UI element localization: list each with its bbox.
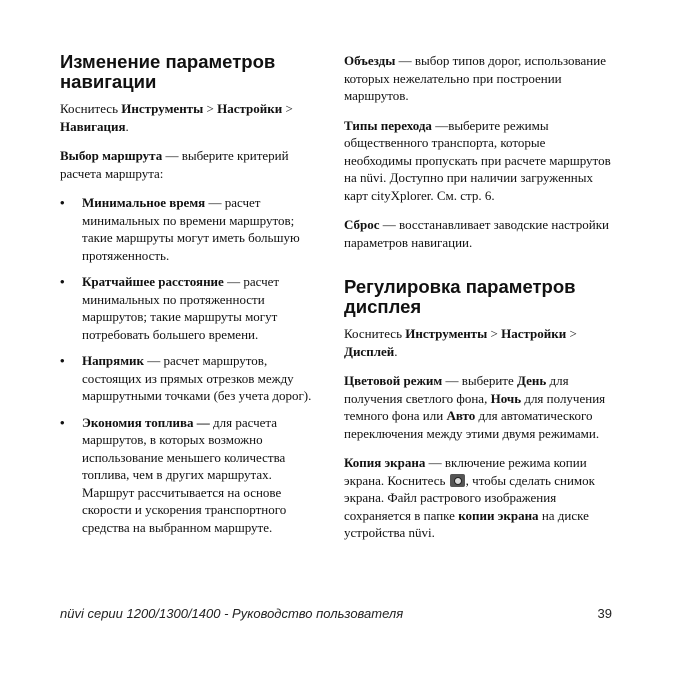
screenshot-paragraph: Копия экрана — включение режима копии экрана. Коснитесь , чтобы сделать снимок экрана. Файл растрового изображения сохраняется в папке копии экрана на диске устройства nüvi. [344,455,595,540]
route-options-list [60,194,322,536]
section-heading-navigation: Изменение параметров навигации [60,51,276,92]
page-footer [60,606,612,621]
camera-icon [450,474,465,487]
navigation-path: Коснитесь Инструменты > Настройки > Навигация. [60,101,293,134]
reset-paragraph: Сброс — восстанавливает заводские настройки параметров навигации. [344,217,609,250]
bullet-mark: • [60,274,65,289]
list-item: • Кратчайшее расстояние — расчет минимальных по протяженности маршрутов; такие маршруты могут потребовать большего времени. [60,274,280,342]
right-column [344,52,612,554]
display-path: Коснитесь Инструменты > Настройки > Дисплей. [344,326,577,359]
page-number: 39 [597,606,612,621]
list-item: • Напрямик — расчет маршрутов, состоящих из прямых отрезков между маршрутными точками (без учета дорог). [60,353,312,403]
left-column [60,52,322,545]
detours-paragraph: Объезды — выбор типов дорог, использование которых нежелательно при построении маршрутов. [344,53,606,103]
manual-title: nüvi серии 1200/1300/1400 - Руководство пользователя [60,606,404,621]
bullet-mark: • [60,353,65,368]
list-item: • Экономия топлива — для расчета маршрутов, в которых возможно использование меньшего количества топлива, чем в других маршрутах. Маршрут рассчитывается на основе скорости и ускорения транспортного средства на выбранном маршруте. [60,414,287,535]
transit-types-paragraph: Типы перехода —выберите режимы общественного транспорта, которые необходимы пропускать при расчете маршрутов на nüvi. Доступно при наличии загруженных карт cityXplorer. См. стр. 6. [344,117,611,203]
list-item: • Минимальное время — расчет минимальных по времени маршрутов; такие маршруты могут иметь большую протяженность. [60,195,300,263]
route-selection-paragraph: Выбор маршрута — выберите критерий расчета маршрута: [60,148,289,181]
color-mode-paragraph: Цветовой режим — выберите День для получения светлого фона, Ночь для получения темного фона или Авто для автоматического переключения между этими двумя режимами. [344,373,606,441]
bullet-mark: • [60,414,65,430]
section-heading-display: Регулировка параметров дисплея [344,276,576,317]
bullet-mark: • [60,195,65,210]
